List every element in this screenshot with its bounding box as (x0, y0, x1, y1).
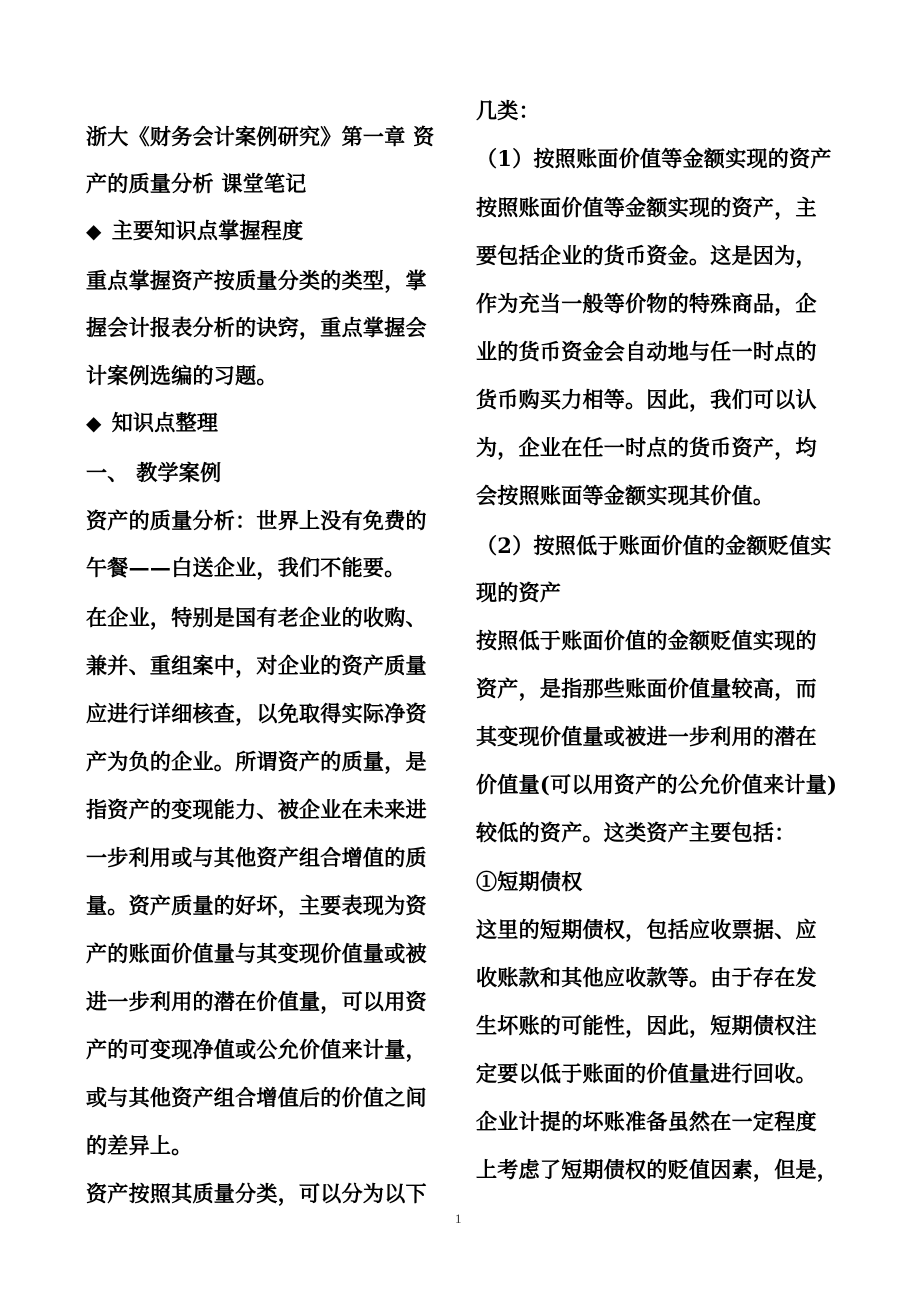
text-line: 较低的资产。这类资产主要包括： (476, 820, 796, 845)
text-line: 计案例选编的习题。 (86, 363, 278, 388)
text-line: 应进行详细核查，以免取得实际净资 (86, 701, 427, 726)
document-title-line-2: 产的质量分析 课堂笔记 (86, 171, 307, 196)
text-line: 一步利用或与其他资产组合增值的质 (86, 845, 427, 870)
text-line: 按照账面价值等金额实现的资产，主 (476, 195, 817, 220)
list-heading: （1）按照账面价值等金额实现的资产 (476, 146, 832, 171)
text-line: 指资产的变现能力、被企业在未来进 (86, 797, 427, 822)
text-line: 产的账面价值量与其变现价值量或被 (86, 941, 427, 966)
text-line: 的差异上。 (86, 1133, 193, 1158)
section-heading-knowledge (86, 410, 218, 436)
text-line: 按照低于账面价值的金额贬值实现的 (476, 628, 817, 653)
text-line: 生坏账的可能性，因此，短期债权注 (476, 1013, 817, 1038)
text-line: 握会计报表分析的诀窍，重点掌握会 (86, 315, 427, 340)
diamond-bullet-icon: ◆ (86, 411, 102, 435)
text-line: 午餐——白送企业，我们不能要。 (86, 555, 406, 580)
text-line: 几类： (476, 98, 540, 123)
text-line: 为，企业在任一时点的货币资产，均 (476, 435, 817, 460)
text-line: 企业计提的坏账准备虽然在一定程度 (476, 1109, 817, 1134)
subsection-heading: 一、 教学案例 (86, 460, 222, 485)
text-line: 货币购买力相等。因此，我们可以认 (476, 387, 817, 412)
text-line: 在企业，特别是国有老企业的收购、 (86, 605, 427, 630)
list-heading: 现的资产 (476, 580, 562, 605)
text-line: 这里的短期债权，包括应收票据、应 (476, 917, 817, 942)
text-line: 业的货币资金会自动地与任一时点的 (476, 339, 817, 364)
text-line: 产的可变现净值或公允价值来计量， (86, 1037, 427, 1062)
text-line: 作为充当一般等价物的特殊商品，企 (476, 291, 817, 316)
section-heading-key-points (86, 218, 303, 244)
text-line: 价值量(可以用资产的公允价值来计量) (476, 772, 838, 797)
text-line: 产为负的企业。所谓资产的质量，是 (86, 749, 427, 774)
text-line: 或与其他资产组合增值后的价值之间 (86, 1085, 427, 1110)
text-line: 会按照账面等金额实现其价值。 (476, 483, 775, 508)
list-heading: （2）按照低于账面价值的金额贬值实 (476, 533, 832, 558)
text-line: 收账款和其他应收款等。由于存在发 (476, 965, 817, 990)
text-line: 其变现价值量或被进一步利用的潜在 (476, 724, 817, 749)
text-line: 量。资产质量的好坏，主要表现为资 (86, 893, 427, 918)
diamond-bullet-icon: ◆ (86, 219, 102, 243)
document-title-line-1: 浙大《财务会计案例研究》第一章 资 (86, 124, 435, 149)
text-line: 资产的质量分析：世界上没有免费的 (86, 508, 427, 533)
text-line: 进一步利用的潜在价值量，可以用资 (86, 989, 427, 1014)
section-heading-text: 主要知识点掌握程度 (111, 218, 304, 243)
text-line: 重点掌握资产按质量分类的类型，掌 (86, 268, 427, 293)
text-line: 资产，是指那些账面价值量较高，而 (476, 676, 817, 701)
text-line: 定要以低于账面的价值量进行回收。 (476, 1061, 817, 1086)
text-line: 要包括企业的货币资金。这是因为， (476, 243, 817, 268)
text-line: 兼并、重组案中，对企业的资产质量 (86, 653, 427, 678)
sub-item-heading: ①短期债权 (476, 869, 583, 894)
page-number: 1 (455, 1211, 462, 1226)
section-heading-text: 知识点整理 (111, 410, 219, 435)
text-line: 资产按照其质量分类，可以分为以下 (86, 1181, 427, 1206)
text-line: 上考虑了短期债权的贬值因素，但是， (476, 1157, 839, 1182)
